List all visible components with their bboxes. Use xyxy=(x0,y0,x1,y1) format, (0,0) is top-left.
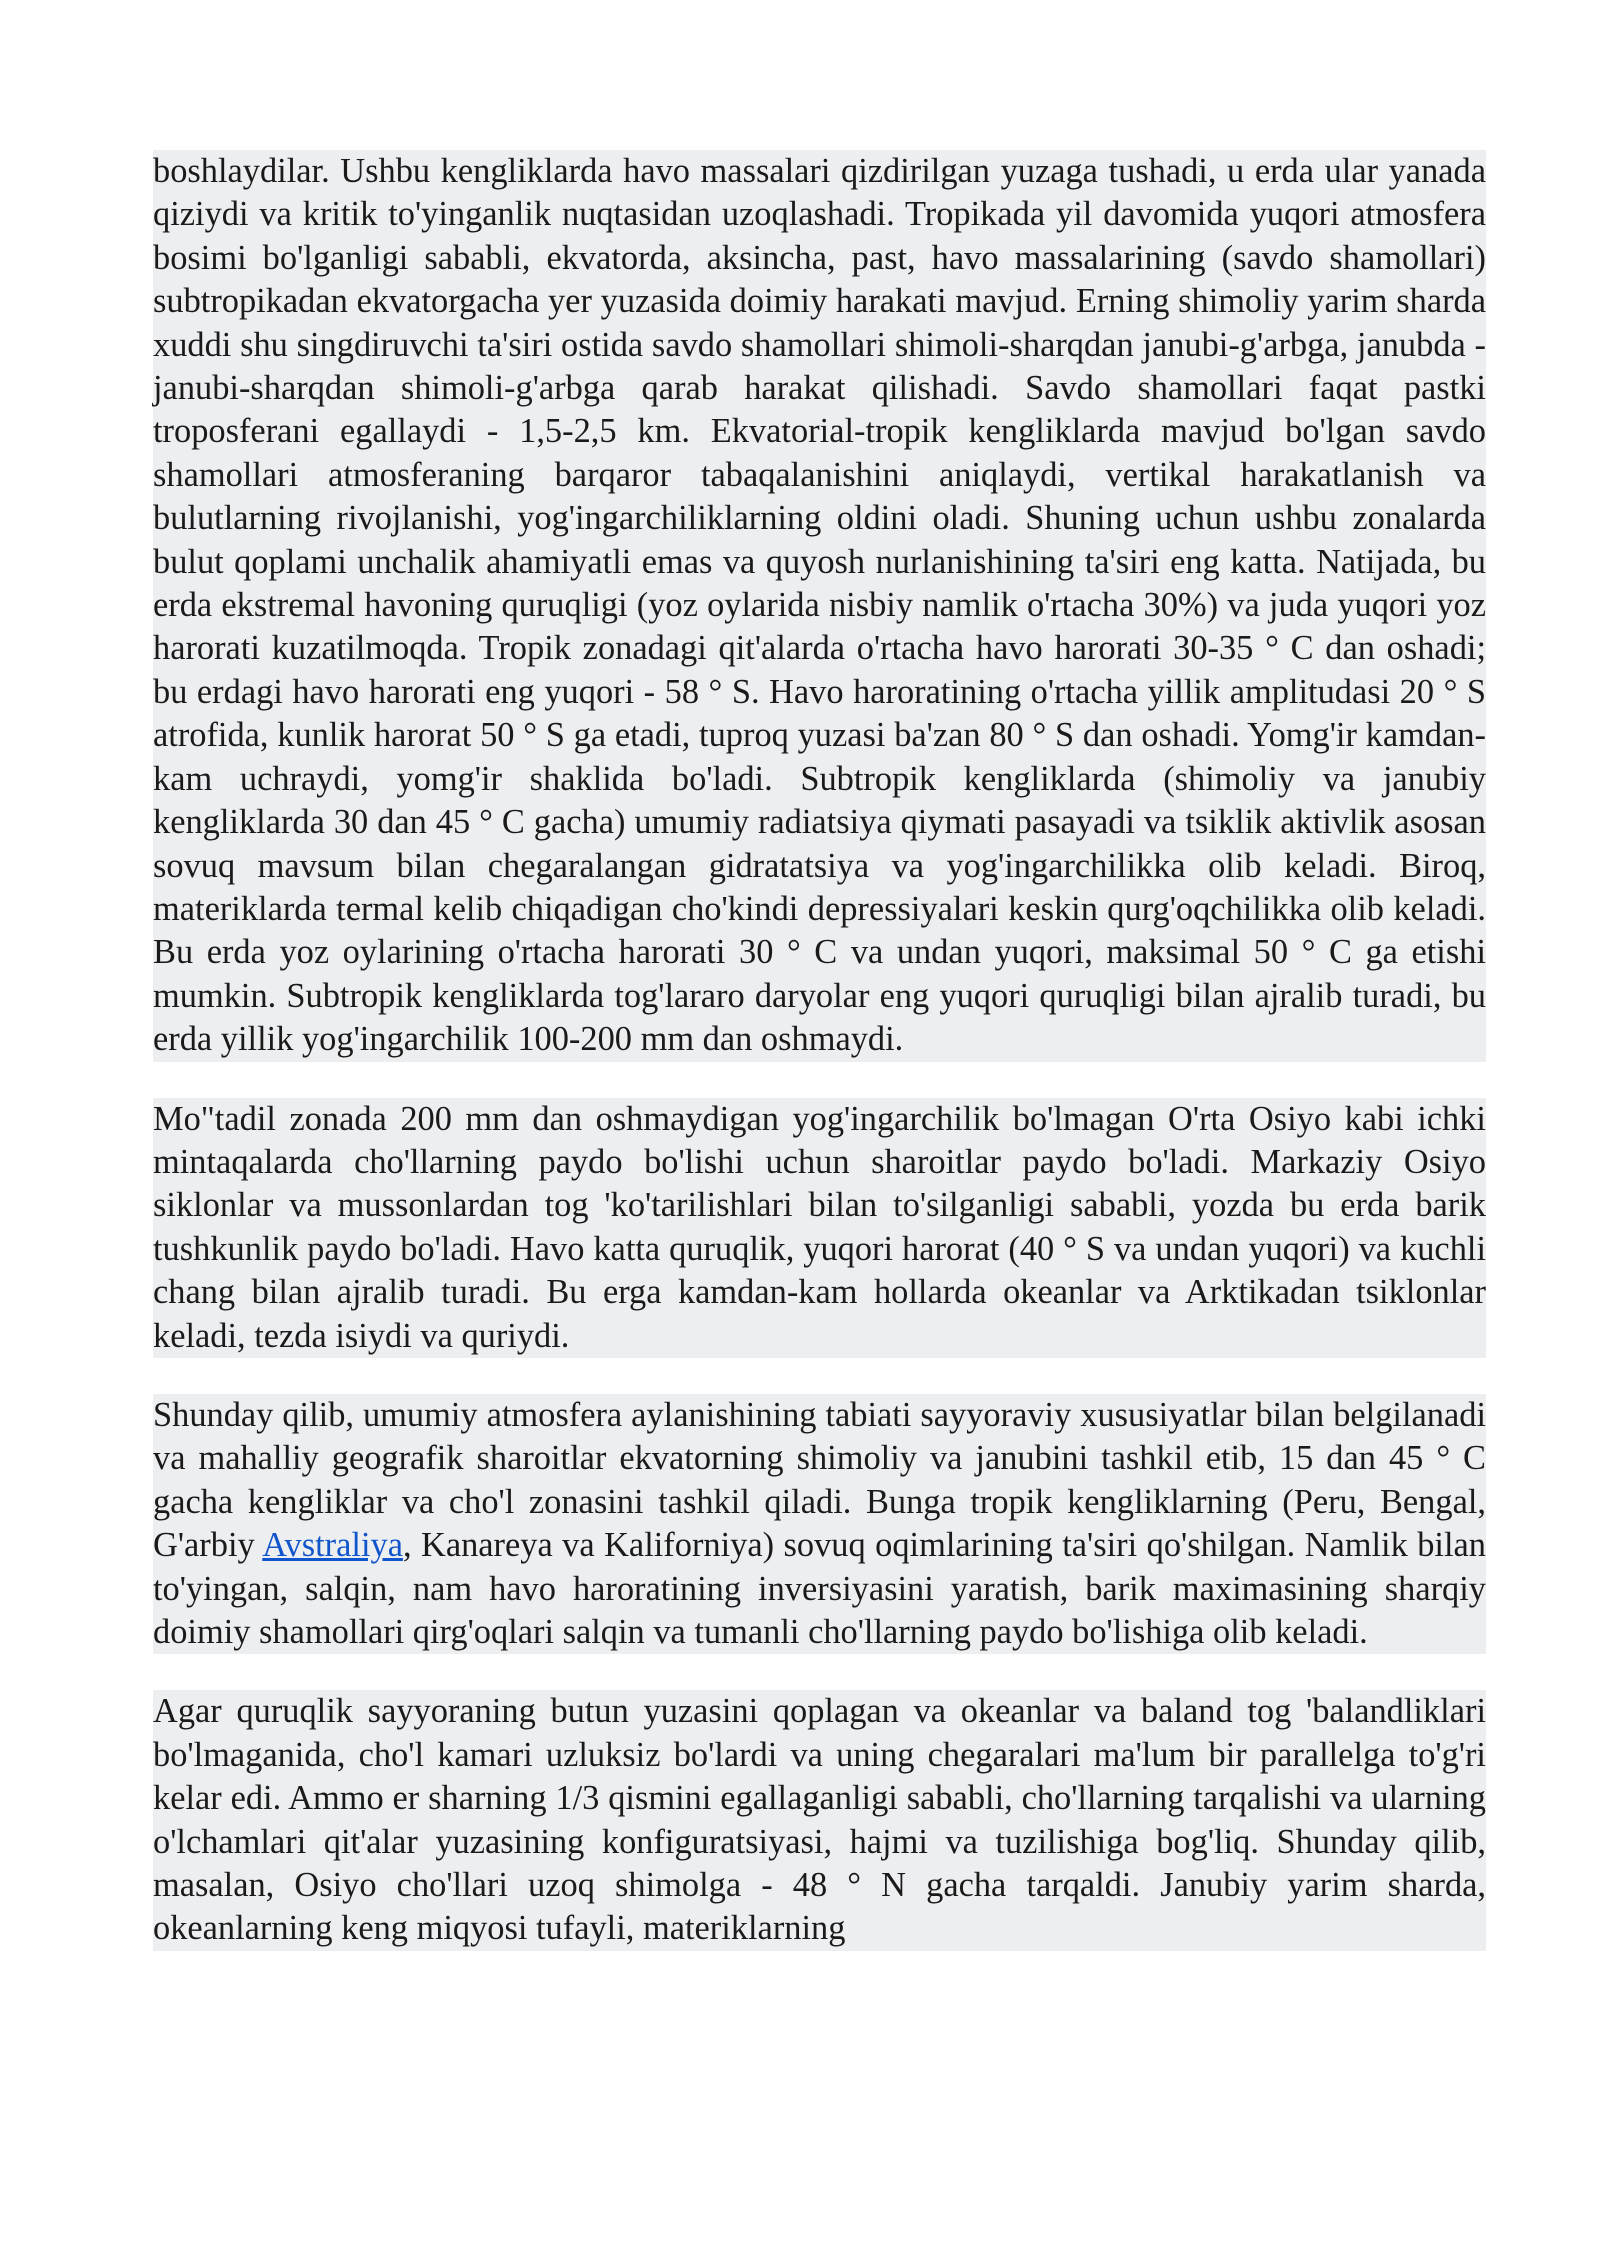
paragraph-3 xyxy=(153,1394,1486,1654)
avstraliya-link[interactable]: Avstraliya xyxy=(262,1526,403,1565)
paragraph-3-text-before-link: Shunday qilib, umumiy atmosfera aylanishining tabiati sayyoraviy xususiyatlar bilan belgilanadi va mahalliy geografik sharoitlar ekvatorning shimoliy va janubini tashkil etib, 15 dan 45 ° C gacha kengliklar va cho'l zonasini tashkil qiladi. Bunga tropik kengliklarning (Peru, Bengal, G'arbiy xyxy=(153,1395,1486,1565)
paragraph-3-text-after-link: , Kanareya va Kaliforniya) sovuq oqimlarining ta'siri qo'shilgan. Namlik bilan to'yingan, salqin, nam havo haroratining inversiyasini yaratish, barik maximasining sharqiy doimiy shamollari qirg'oqlari salqin va tumanli cho'llarning paydo bo'lishiga olib keladi. xyxy=(153,1526,1486,1651)
paragraph-4: Agar quruqlik sayyoraning butun yuzasini qoplagan va okeanlar va baland tog 'balandliklari bo'lmaganida, cho'l kamari uzluksiz bo'lardi va uning chegaralari ma'lum bir parallelga to'g'ri kelar edi. Ammo er sharning 1/3 qismini egallaganligi sababli, cho'llarning tarqalishi va ularning o'lchamlari qit'alar yuzasining konfiguratsiyasi, hajmi va tuzilishiga bog'liq. Shunday qilib, masalan, Osiyo cho'llari uzoq shimolga - 48 ° N gacha tarqaldi. Janubiy yarim sharda, okeanlarning keng miqyosi tufayli, materiklarning xyxy=(153,1690,1486,1950)
document-body xyxy=(153,150,1486,1951)
paragraph-1: boshlaydilar. Ushbu kengliklarda havo massalari qizdirilgan yuzaga tushadi, u erda ular yanada qiziydi va kritik to'yinganlik nuqtasidan uzoqlashadi. Tropikada yil davomida yuqori atmosfera bosimi bo'lganligi sababli, ekvatorda, aksincha, past, havo massalarining (savdo shamollari) subtropikadan ekvatorgacha yer yuzasida doimiy harakati mavjud. Erning shimoliy yarim sharda xuddi shu singdiruvchi ta'siri ostida savdo shamollari shimoli-sharqdan janubi-g'arbga, janubda - janubi-sharqdan shimoli-g'arbga qarab harakat qilishadi. Savdo shamollari faqat pastki troposferani egallaydi - 1,5-2,5 km. Ekvatorial-tropik kengliklarda mavjud bo'lgan savdo shamollari atmosferaning barqaror tabaqalanishini aniqlaydi, vertikal harakatlanish va bulutlarning rivojlanishi, yog'ingarchiliklarning oldini oladi. Shuning uchun ushbu zonalarda bulut qoplami unchalik ahamiyatli emas va quyosh nurlanishining ta'siri eng katta. Natijada, bu erda ekstremal havoning quruqligi (yoz oylarida nisbiy namlik o'rtacha 30%) va juda yuqori yoz harorati kuzatilmoqda. Tropik zonadagi qit'alarda o'rtacha havo harorati 30-35 ° C dan oshadi; bu erdagi havo harorati eng yuqori - 58 ° S. Havo haroratining o'rtacha yillik amplitudasi 20 ° S atrofida, kunlik harorat 50 ° S ga etadi, tuproq yuzasi ba'zan 80 ° S dan oshadi. Yomg'ir kamdan-kam uchraydi, yomg'ir shaklida bo'ladi. Subtropik kengliklarda (shimoliy va janubiy kengliklarda 30 dan 45 ° C gacha) umumiy radiatsiya qiymati pasayadi va tsiklik aktivlik asosan sovuq mavsum bilan chegaralangan gidratatsiya va yog'ingarchilikka olib keladi. Biroq, materiklarda termal kelib chiqadigan cho'kindi depressiyalari keskin qurg'oqchilikka olib keladi. Bu erda yoz oylarining o'rtacha harorati 30 ° C va undan yuqori, maksimal 50 ° C ga etishi mumkin. Subtropik kengliklarda tog'lararo daryolar eng yuqori quruqligi bilan ajralib turadi, bu erda yillik yog'ingarchilik 100-200 mm dan oshmaydi. xyxy=(153,150,1486,1062)
paragraph-2: Mo"tadil zonada 200 mm dan oshmaydigan yog'ingarchilik bo'lmagan O'rta Osiyo kabi ichki mintaqalarda cho'llarning paydo bo'lishi uchun sharoitlar paydo bo'ladi. Markaziy Osiyo siklonlar va mussonlardan tog 'ko'tarilishlari bilan to'silganligi sababli, yozda bu erda barik tushkunlik paydo bo'ladi. Havo katta quruqlik, yuqori harorat (40 ° S va undan yuqori) va kuchli chang bilan ajralib turadi. Bu erga kamdan-kam hollarda okeanlar va Arktikadan tsiklonlar keladi, tezda isiydi va quriydi. xyxy=(153,1098,1486,1358)
